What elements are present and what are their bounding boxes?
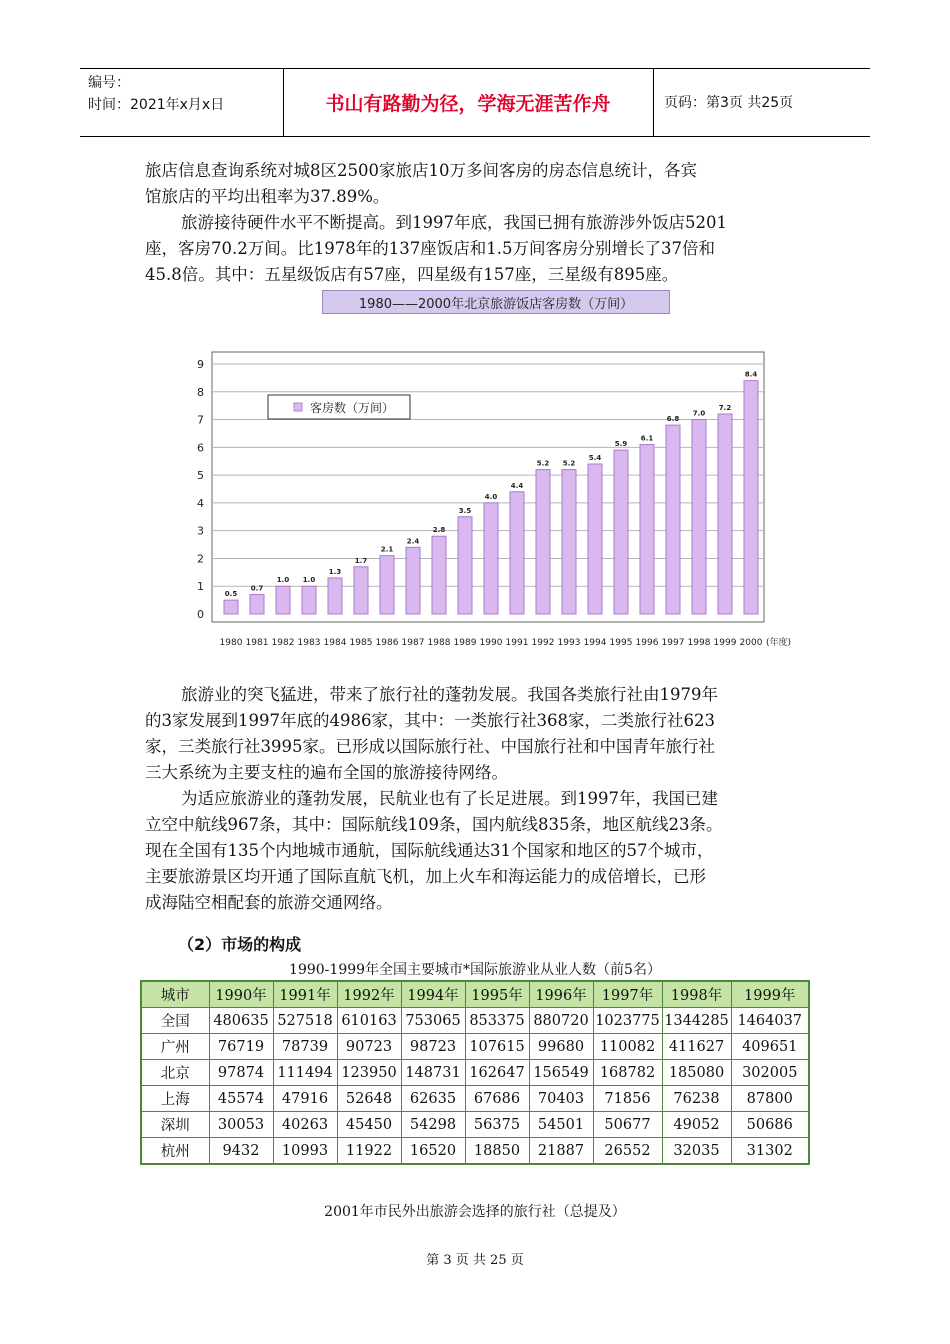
table-cell: 76719 (209, 1034, 273, 1060)
legend-swatch (294, 403, 302, 411)
table-row (141, 1034, 809, 1060)
x-tick-label: 1983 (297, 638, 321, 648)
x-tick-label: 1998 (687, 638, 711, 648)
table-cell: 610163 (337, 1008, 401, 1034)
y-tick-label: 1 (197, 580, 204, 594)
x-tick-label: 1993 (557, 638, 581, 648)
bar (328, 578, 342, 614)
data-label: 2.4 (406, 537, 420, 546)
text-line: 为适应旅游业的蓬勃发展，民航业也有了长足进展。到1997年，我国已建 (181, 789, 718, 808)
table-cell: 156549 (529, 1060, 593, 1086)
legend-label: 客房数（万间） (310, 401, 395, 415)
table-cell: 21887 (529, 1138, 593, 1165)
page-footer: 第 3 页 共 25 页 (426, 1253, 524, 1268)
table-row (141, 1112, 809, 1138)
table-cell: 50677 (593, 1112, 662, 1138)
x-tick-label: 1986 (375, 638, 399, 648)
x-tick-label: 1981 (245, 638, 269, 648)
header-bottom-rule (80, 136, 870, 137)
table-row (141, 1138, 809, 1165)
bar (354, 567, 368, 614)
row-label-cell: 北京 (141, 1060, 209, 1086)
x-tick-label: 1994 (583, 638, 607, 648)
table-cell: 1464037 (731, 1008, 809, 1034)
row-label-cell: 深圳 (141, 1112, 209, 1138)
data-label: 6.8 (666, 415, 680, 424)
table-cell: 70403 (529, 1086, 593, 1112)
data-label: 5.9 (614, 440, 628, 449)
legend (268, 395, 410, 419)
data-label: 3.5 (458, 506, 472, 515)
data-label: 5.4 (588, 454, 602, 462)
row-label-cell: 全国 (141, 1008, 209, 1034)
table-cell: 10993 (273, 1138, 337, 1165)
data-label: 2.8 (432, 526, 446, 535)
table-cell: 90723 (337, 1034, 401, 1060)
table-cell: 16520 (401, 1138, 465, 1165)
bar (718, 414, 732, 614)
table-row (141, 1086, 809, 1112)
text-line: 45.8倍。其中：五星级饭店有57座，四星级有157座，三星级有895座。 (145, 265, 679, 284)
bar (744, 381, 758, 614)
table-cell: 54501 (529, 1112, 593, 1138)
table-cell: 54298 (401, 1112, 465, 1138)
bar (276, 586, 290, 614)
table-cell: 1023775 (593, 1008, 662, 1034)
table-cell: 47916 (273, 1086, 337, 1112)
x-tick-label: 1997 (661, 638, 685, 648)
table-cell: 162647 (465, 1060, 529, 1086)
table-cell: 9432 (209, 1138, 273, 1165)
table-cell: 880720 (529, 1008, 593, 1034)
table-row (141, 1060, 809, 1086)
data-label: 0.5 (224, 590, 238, 599)
table-cell: 50686 (731, 1112, 809, 1138)
table-cell: 1990年 (209, 981, 273, 1008)
table-cell: 110082 (593, 1034, 662, 1060)
table-cell: 71856 (593, 1086, 662, 1112)
text-line: 成海陆空相配套的旅游交通网络。 (145, 893, 393, 912)
row-label-cell: 广州 (141, 1034, 209, 1060)
header-motto: 书山有路勤为径，学海无涯苦作舟 (325, 92, 611, 115)
text-line: 座，客房70.2万间。比1978年的137座饭店和1.5万间客房分别增长了37倍和 (145, 239, 715, 258)
table-cell: 1999年 (731, 981, 809, 1008)
bar (666, 425, 680, 614)
hotel-rooms-bar-chart (190, 340, 810, 660)
table-cell: 1991年 (273, 981, 337, 1008)
y-tick-label: 2 (197, 552, 204, 566)
bar (302, 586, 316, 614)
y-tick-label: 3 (197, 524, 204, 538)
table-cell: 753065 (401, 1008, 465, 1034)
bar (458, 517, 472, 614)
x-tick-label: 1992 (531, 638, 555, 648)
header-page-info: 页码：第3页 共25页 (664, 95, 794, 111)
y-tick-label: 9 (197, 358, 204, 371)
table-cell: 67686 (465, 1086, 529, 1112)
bar (484, 503, 498, 614)
header-number: 编号： (88, 75, 130, 91)
table-cell: 168782 (593, 1060, 662, 1086)
bar (250, 595, 264, 614)
x-tick-label: 1987 (401, 638, 425, 648)
y-tick-label: 5 (197, 469, 204, 483)
text-line: 馆旅店的平均出租率为37.89%。 (145, 187, 390, 206)
x-tick-label: 1984 (323, 638, 347, 648)
caption-travel-agency-choice: 2001年市民外出旅游会选择的旅行社（总提及） (324, 1204, 626, 1220)
table-cell: 97874 (209, 1060, 273, 1086)
paragraph-hotel-info (145, 158, 815, 288)
x-tick-label: 1982 (271, 638, 295, 648)
table-cell: 78739 (273, 1034, 337, 1060)
text-line: 的3家发展到1997年底的4986家，其中：一类旅行社368家，二类旅行社623 (145, 711, 715, 730)
bar (510, 492, 524, 614)
y-tick-label: 7 (197, 413, 204, 427)
table-caption: 1990-1999年全国主要城市*国际旅游业从业人数（前5名） (289, 962, 661, 978)
x-tick-label: 2000 (739, 638, 763, 648)
table-cell: 32035 (662, 1138, 731, 1165)
data-label: 1.0 (302, 576, 316, 585)
text-line: 旅游接待硬件水平不断提高。到1997年底，我国已拥有旅游涉外饭店5201 (181, 213, 727, 232)
data-label: 7.2 (718, 404, 732, 412)
text-line: 旅游业的突飞猛进，带来了旅行社的蓬勃发展。我国各类旅行社由1979年 (181, 685, 718, 704)
table-cell: 18850 (465, 1138, 529, 1165)
bar (224, 600, 238, 614)
table-cell: 1344285 (662, 1008, 731, 1034)
row-label-cell: 上海 (141, 1086, 209, 1112)
table-cell: 302005 (731, 1060, 809, 1086)
y-tick-label: 0 (197, 608, 204, 621)
table-cell: 1997年 (593, 981, 662, 1008)
table-cell: 111494 (273, 1060, 337, 1086)
table-cell: 98723 (401, 1034, 465, 1060)
text-line: 立空中航线967条，其中：国际航线109条，国内航线835条，地区航线23条。 (145, 815, 723, 834)
x-tick-label: 1995 (609, 638, 633, 648)
x-tick-label: 1996 (635, 638, 659, 648)
table-cell: 11922 (337, 1138, 401, 1165)
table-cell: 99680 (529, 1034, 593, 1060)
bar (588, 464, 602, 614)
table-cell: 49052 (662, 1112, 731, 1138)
bar (406, 547, 420, 614)
x-axis-unit: (年度) (766, 638, 792, 648)
data-label: 5.2 (536, 459, 550, 468)
table-cell: 30053 (209, 1112, 273, 1138)
text-line: 现在全国有135个内地城市通航，国际航线通达31个国家和地区的57个城市， (145, 841, 714, 860)
table-cell: 40263 (273, 1112, 337, 1138)
employment-table (140, 980, 810, 1165)
table-cell: 1996年 (529, 981, 593, 1008)
bar (380, 556, 394, 614)
table-cell: 1992年 (337, 981, 401, 1008)
bar (692, 420, 706, 614)
x-tick-label: 1989 (453, 638, 477, 648)
data-label: 1.0 (276, 576, 290, 585)
data-label: 5.2 (562, 459, 576, 468)
data-label: 4.4 (510, 481, 524, 490)
bar (614, 450, 628, 614)
data-label: 1.7 (354, 556, 368, 565)
y-tick-label: 6 (197, 441, 204, 455)
data-label: 8.4 (744, 370, 758, 379)
table-cell: 185080 (662, 1060, 731, 1086)
x-tick-label: 1985 (349, 638, 373, 648)
bar (640, 445, 654, 614)
paragraph-travel-agencies (145, 682, 815, 916)
table-cell: 45574 (209, 1086, 273, 1112)
table-cell: 107615 (465, 1034, 529, 1060)
y-tick-label: 4 (197, 496, 204, 510)
table-cell: 52648 (337, 1086, 401, 1112)
x-tick-label: 1991 (505, 638, 529, 648)
table-cell: 123950 (337, 1060, 401, 1086)
table-cell: 45450 (337, 1112, 401, 1138)
bar (432, 536, 446, 614)
table-cell: 62635 (401, 1086, 465, 1112)
table-cell: 56375 (465, 1112, 529, 1138)
table-cell: 527518 (273, 1008, 337, 1034)
text-line: 三大系统为主要支柱的遍布全国的旅游接待网络。 (145, 763, 508, 782)
table-cell: 87800 (731, 1086, 809, 1112)
data-label: 0.7 (250, 584, 264, 593)
data-label: 1.3 (328, 567, 342, 576)
table-cell: 853375 (465, 1008, 529, 1034)
x-tick-label: 1999 (713, 638, 737, 648)
table-cell: 1998年 (662, 981, 731, 1008)
row-label-cell: 杭州 (141, 1138, 209, 1165)
bar (536, 470, 550, 614)
row-label-cell: 城市 (141, 981, 209, 1008)
data-label: 7.0 (692, 409, 706, 418)
data-label: 2.1 (380, 545, 394, 554)
table-cell: 480635 (209, 1008, 273, 1034)
table-cell: 76238 (662, 1086, 731, 1112)
text-line: 主要旅游景区均开通了国际直航飞机，加上火车和海运能力的成倍增长，已形 (145, 867, 706, 886)
table-cell: 411627 (662, 1034, 731, 1060)
table-cell: 26552 (593, 1138, 662, 1165)
x-tick-label: 1980 (219, 638, 243, 648)
header-time: 时间：2021年x月x日 (88, 97, 225, 113)
data-label: 4.0 (484, 492, 498, 501)
table-cell: 1995年 (465, 981, 529, 1008)
table-cell: 31302 (731, 1138, 809, 1165)
bar (562, 470, 576, 614)
header-divider-2 (653, 68, 654, 136)
text-line: 家，三类旅行社3995家。已形成以国际旅行社、中国旅行社和中国青年旅行社 (145, 737, 715, 756)
text-line: 旅店信息查询系统对城8区2500家旅店10万多间客房的房态信息统计，各宾 (145, 161, 697, 180)
header-meta (88, 72, 224, 116)
table-cell: 409651 (731, 1034, 809, 1060)
chart-title: 1980——2000年北京旅游饭店客房数（万间） (322, 290, 670, 314)
table-header-row (141, 981, 809, 1008)
table-cell: 1994年 (401, 981, 465, 1008)
data-label: 6.1 (640, 434, 654, 443)
table-cell: 148731 (401, 1060, 465, 1086)
table-row (141, 1008, 809, 1034)
y-tick-label: 8 (197, 385, 204, 399)
x-tick-label: 1990 (479, 638, 503, 648)
section-heading: （2）市场的构成 (178, 935, 302, 954)
x-tick-label: 1988 (427, 638, 451, 648)
